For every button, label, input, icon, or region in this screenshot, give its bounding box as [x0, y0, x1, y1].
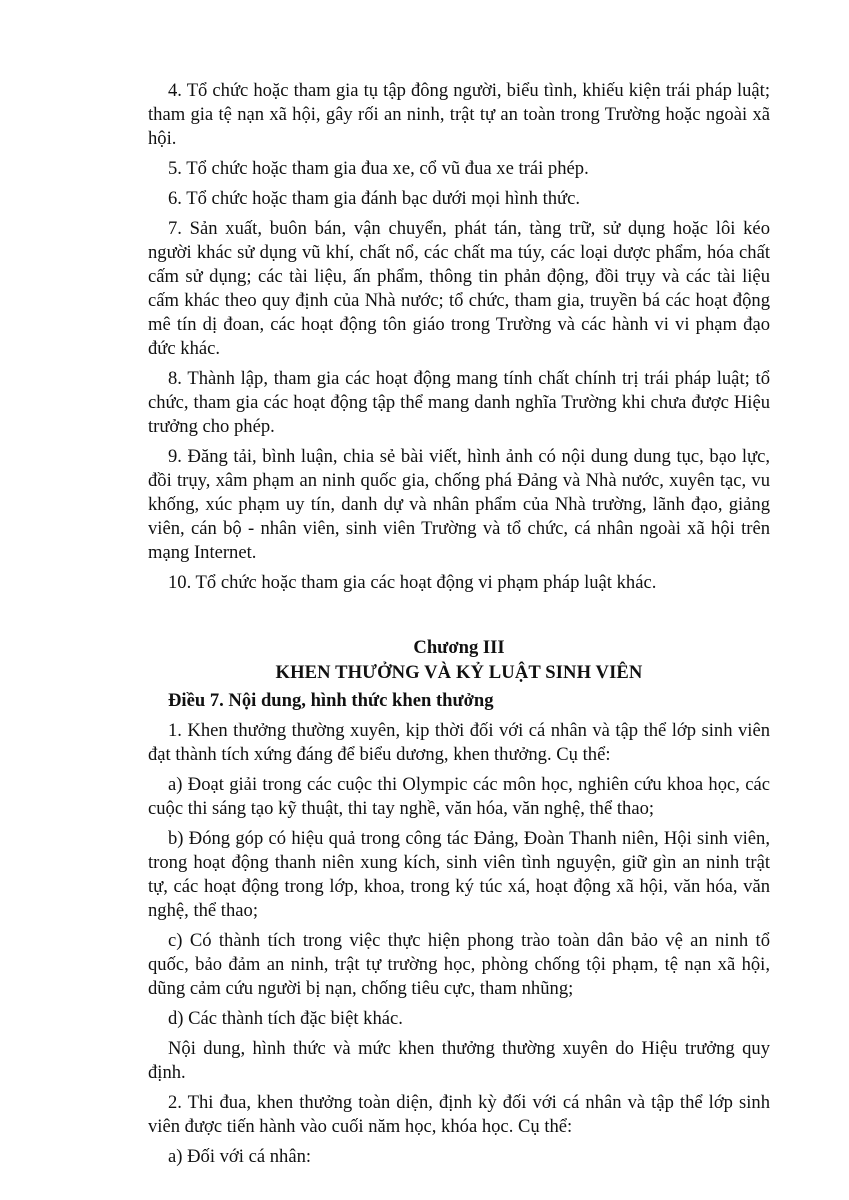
- section-gap: [148, 601, 770, 635]
- paragraph-reward-1a: a) Đoạt giải trong các cuộc thi Olympic các môn học, nghiên cứu khoa học, các cuộc thi sáng tạo kỹ thuật, thi tay nghề, văn hóa, văn nghệ, thể thao;: [148, 774, 770, 819]
- paragraph-reward-note: Nội dung, hình thức và mức khen thưởng thường xuyên do Hiệu trưởng quy định.: [148, 1038, 770, 1083]
- paragraph-item-9: 9. Đăng tải, bình luận, chia sẻ bài viết, hình ảnh có nội dung dung tục, bạo lực, đồi trụy, xâm phạm an ninh quốc gia, chống phá Đảng và Nhà nước, xuyên tạc, vu khống, xúc phạm uy tín, danh dự và nhân phẩm của Nhà trường, lãnh đạo, giảng viên, cán bộ - nhân viên, sinh viên Trường và tổ chức, cá nhân ngoài xã hội trên mạng Internet.: [148, 446, 770, 563]
- paragraph-item-8: 8. Thành lập, tham gia các hoạt động mang tính chất chính trị trái pháp luật; tổ chức, tham gia các hoạt động tập thể mang danh nghĩa Trường khi chưa được Hiệu trưởng cho phép.: [148, 368, 770, 437]
- paragraph-item-6: 6. Tổ chức hoặc tham gia đánh bạc dưới mọi hình thức.: [168, 188, 581, 209]
- paragraph-reward-2a: a) Đối với cá nhân:: [168, 1146, 312, 1167]
- paragraph-item-5: 5. Tổ chức hoặc tham gia đua xe, cổ vũ đua xe trái phép.: [168, 158, 589, 179]
- paragraph-reward-1: 1. Khen thưởng thường xuyên, kịp thời đối với cá nhân và tập thể lớp sinh viên đạt thành tích xứng đáng để biểu dương, khen thưởng. Cụ thể:: [148, 720, 770, 765]
- paragraph-item-7: 7. Sản xuất, buôn bán, vận chuyển, phát tán, tàng trữ, sử dụng hoặc lôi kéo người khác sử dụng vũ khí, chất nổ, các chất ma túy, các loại dược phẩm, hóa chất cấm sử dụng; các tài liệu, ấn phẩm, thông tin phản động, đồi trụy và các tài liệu cấm khác theo quy định của Nhà nước; tổ chức, tham gia, truyền bá các hoạt động mê tín dị đoan, các hoạt động tôn giáo trong Trường và các hành vi vi phạm đạo đức khác.: [148, 218, 770, 359]
- chapter-label: Chương III: [413, 637, 505, 658]
- paragraph-reward-1c: c) Có thành tích trong việc thực hiện phong trào toàn dân bảo vệ an ninh tổ quốc, bảo đảm an ninh, trật tự trường học, phòng chống tội phạm, tệ nạn xã hội, dũng cảm cứu người bị nạn, chống tiêu cực, tham nhũng;: [148, 930, 770, 999]
- paragraph-reward-1b: b) Đóng góp có hiệu quả trong công tác Đảng, Đoàn Thanh niên, Hội sinh viên, trong hoạt động thanh niên xung kích, sinh viên tình nguyện, giữ gìn an ninh trật tự, các hoạt động trong lớp, khoa, trong ký túc xá, hoạt động xã hội, văn hóa, văn nghệ, thể thao;: [148, 828, 770, 921]
- document-page: [148, 79, 770, 1175]
- paragraph-item-10: 10. Tổ chức hoặc tham gia các hoạt động vi phạm pháp luật khác.: [168, 572, 657, 593]
- paragraph-item-4: 4. Tổ chức hoặc tham gia tụ tập đông người, biểu tình, khiếu kiện trái pháp luật; tham gia tệ nạn xã hội, gây rối an ninh, trật tự an toàn trong Trường hoặc ngoài xã hội.: [148, 80, 770, 149]
- paragraph-reward-2: 2. Thi đua, khen thưởng toàn diện, định kỳ đối với cá nhân và tập thể lớp sinh viên được tiến hành vào cuối năm học, khóa học. Cụ thể:: [148, 1092, 770, 1137]
- paragraph-reward-1d: d) Các thành tích đặc biệt khác.: [168, 1008, 403, 1029]
- article-heading: Điều 7. Nội dung, hình thức khen thưởng: [168, 690, 494, 711]
- chapter-title: KHEN THƯỞNG VÀ KỶ LUẬT SINH VIÊN: [275, 662, 643, 683]
